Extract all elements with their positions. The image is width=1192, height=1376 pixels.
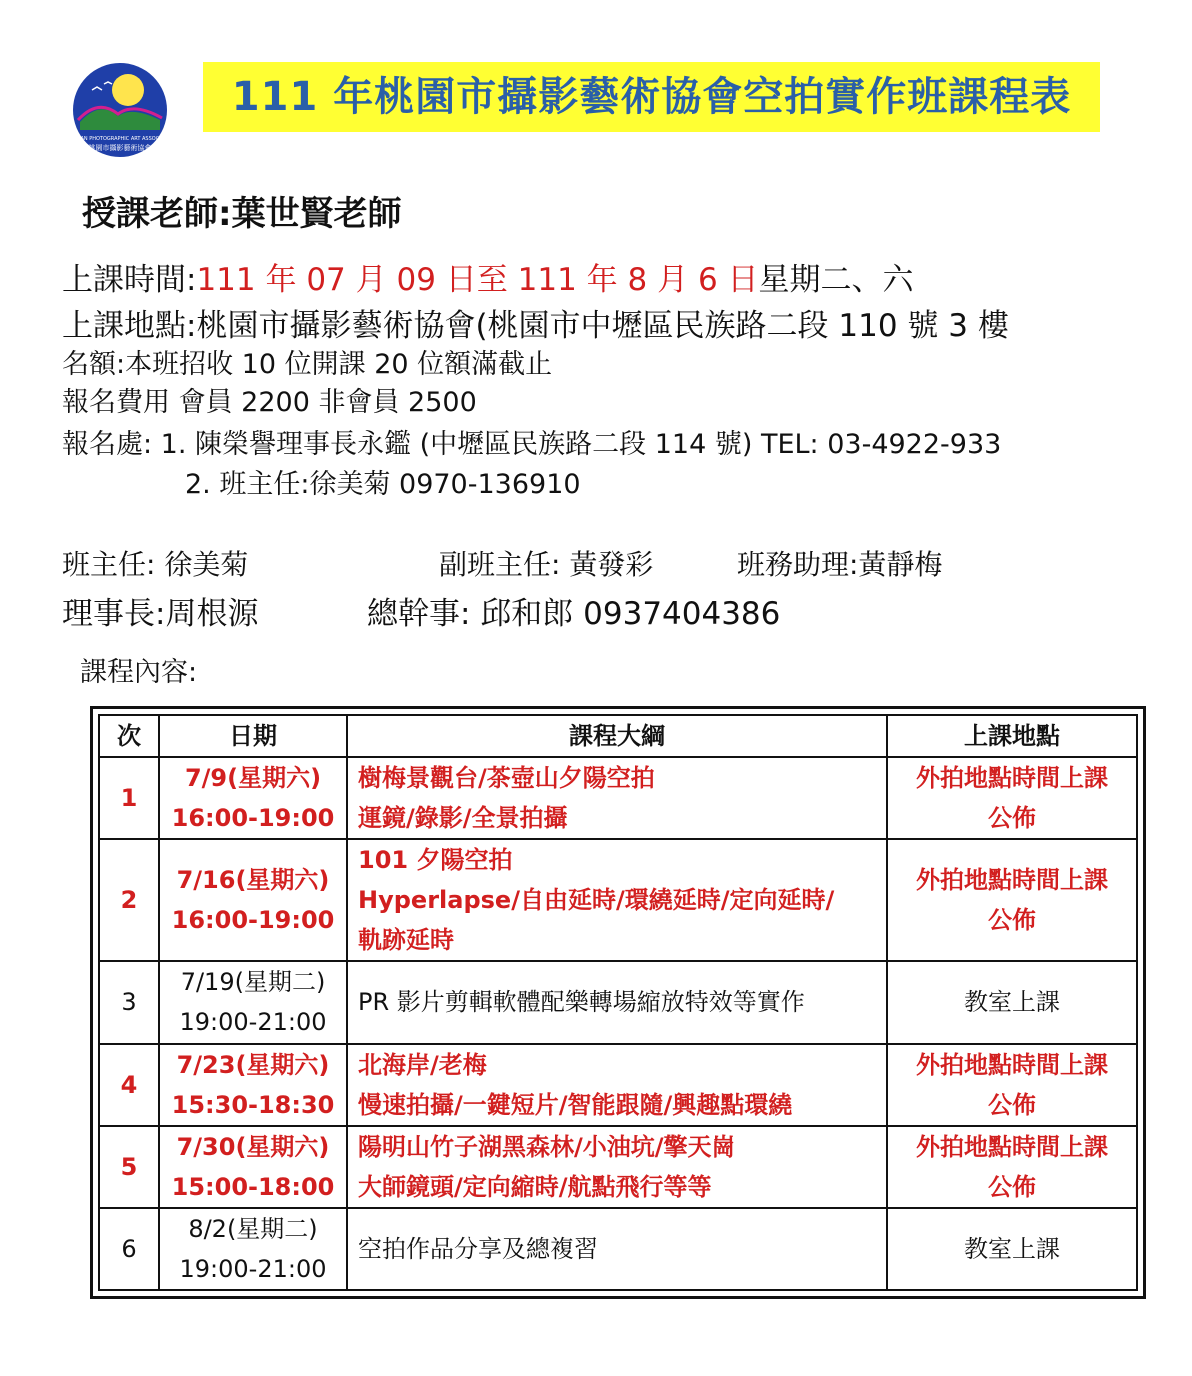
fee-line: 報名費用 會員 2200 非會員 2500 xyxy=(62,387,477,418)
table-row xyxy=(99,1208,1137,1290)
class-time-value: 111 年 07 月 09 日至 111 年 8 月 6 日 xyxy=(196,262,759,298)
class-head: 班主任: 徐美菊 xyxy=(62,548,249,581)
class-place-line: 上課地點:桃園市攝影藝術協會(桃園市中壢區民族路二段 110 號 3 樓 xyxy=(62,308,1009,344)
header-outline: 課程大綱 xyxy=(347,715,887,757)
session-number: 1 xyxy=(99,757,159,839)
session-location: 外拍地點時間上課 公佈 xyxy=(887,1126,1137,1208)
session-outline: 空拍作品分享及總複習 xyxy=(347,1208,887,1290)
deputy-head: 副班主任: 黃發彩 xyxy=(439,548,654,581)
table-row xyxy=(99,1126,1137,1208)
session-date: 7/9(星期六) 16:00-19:00 xyxy=(159,757,347,839)
session-location: 外拍地點時間上課 公佈 xyxy=(887,839,1137,961)
session-date: 7/16(星期六) 16:00-19:00 xyxy=(159,839,347,961)
session-outline: 樹梅景觀台/茶壺山夕陽空拍 運鏡/錄影/全景拍攝 xyxy=(347,757,887,839)
session-outline: 陽明山竹子湖黑森林/小油坑/擎天崗 大師鏡頭/定向縮時/航點飛行等等 xyxy=(347,1126,887,1208)
class-time-line xyxy=(62,254,914,299)
class-time-days: 星期二、六 xyxy=(758,262,914,298)
table-row xyxy=(99,757,1137,839)
session-location: 教室上課 xyxy=(887,1208,1137,1290)
header-date: 日期 xyxy=(159,715,347,757)
session-location: 外拍地點時間上課 公佈 xyxy=(887,757,1137,839)
session-outline: 101 夕陽空拍 Hyperlapse/自由延時/環繞延時/定向延時/ 軌跡延時 xyxy=(347,839,887,961)
session-number: 3 xyxy=(99,961,159,1043)
session-number: 5 xyxy=(99,1126,159,1208)
page-title: 111 年桃園市攝影藝術協會空拍實作班課程表 xyxy=(231,74,1072,120)
session-outline: 北海岸/老梅 慢速拍攝/一鍵短片/智能跟隨/興趣點環繞 xyxy=(347,1044,887,1126)
course-content-label: 課程內容: xyxy=(80,657,198,688)
session-date: 7/19(星期二) 19:00-21:00 xyxy=(159,961,347,1043)
svg-text:桃園市攝影藝術協會: 桃園市攝影藝術協會 xyxy=(88,144,152,152)
association-logo xyxy=(64,60,176,160)
session-date: 8/2(星期二) 19:00-21:00 xyxy=(159,1208,347,1290)
session-date: 7/30(星期六) 15:00-18:00 xyxy=(159,1126,347,1208)
session-number: 2 xyxy=(99,839,159,961)
chairman: 理事長:周根源 xyxy=(62,596,259,632)
session-location: 外拍地點時間上課 公佈 xyxy=(887,1044,1137,1126)
session-number: 4 xyxy=(99,1044,159,1126)
class-assistant: 班務助理:黃靜梅 xyxy=(737,548,943,581)
registration-line-2: 2. 班主任:徐美菊 0970-136910 xyxy=(185,469,581,500)
table-row xyxy=(99,1044,1137,1126)
teacher-line: 授課老師:葉世賢老師 xyxy=(82,194,402,234)
class-time-label: 上課時間: xyxy=(62,262,197,298)
course-schedule-table xyxy=(90,706,1146,1299)
registration-line-1: 報名處: 1. 陳榮譽理事長永鑑 (中壢區民族路二段 114 號) TEL: 03-4922-933 xyxy=(62,429,1002,460)
quota-line: 名額:本班招收 10 位開課 20 位額滿截止 xyxy=(62,349,553,380)
svg-text:TAOYUAN PHOTOGRAPHIC ART ASSOC: TAOYUAN PHOTOGRAPHIC ART ASSOCIATION xyxy=(64,136,176,142)
session-date: 7/23(星期六) 15:30-18:30 xyxy=(159,1044,347,1126)
session-location: 教室上課 xyxy=(887,961,1137,1043)
session-number: 6 xyxy=(99,1208,159,1290)
header-location: 上課地點 xyxy=(887,715,1137,757)
session-outline: PR 影片剪輯軟體配樂轉場縮放特效等實作 xyxy=(347,961,887,1043)
table-row xyxy=(99,961,1137,1043)
secretary-general: 總幹事: 邱和郎 0937404386 xyxy=(367,596,781,632)
table-row xyxy=(99,839,1137,961)
header-session: 次 xyxy=(99,715,159,757)
